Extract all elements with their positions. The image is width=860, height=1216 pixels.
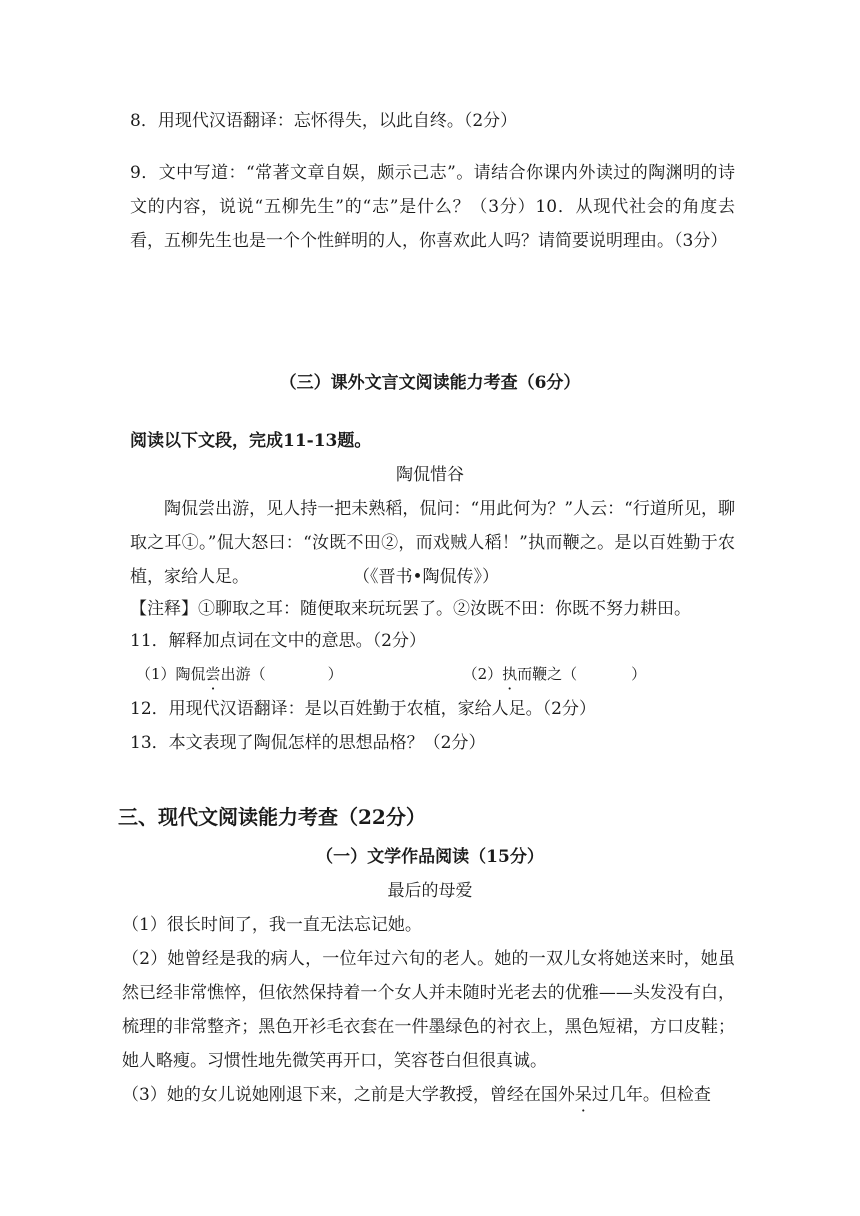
passage-text <box>130 492 735 594</box>
question-13: 13．本文表现了陶侃怎样的思想品格？（2分） <box>130 733 486 753</box>
passage-source: （《晋书•陶侃传》） <box>353 567 500 587</box>
passage-title: 陶侃惜谷 <box>396 465 464 485</box>
sub-section-heading: （一）文学作品阅读（15分） <box>316 847 544 867</box>
story-title: 最后的母爱 <box>387 881 473 901</box>
section-3-heading: 三、现代文阅读能力考查（22分） <box>118 805 426 829</box>
passage-body: 陶侃尝出游，见人持一把未熟稻，侃问：“用此何为？”人云：“行道所见，聊取之耳①。”侃大怒曰：“汝既不田②，而戏贼人稻！”执而鞭之。是以百姓勤于农植，家给人足。 <box>130 499 735 587</box>
annotation-note: 【注释】①聊取之耳：随便取来玩玩罢了。②汝既不田：你既不努力耕田。 <box>130 599 691 619</box>
question-8: 8．用现代汉语翻译：忘怀得失，以此自终。（2分） <box>130 111 518 131</box>
part-3-heading: （三）课外文言文阅读能力考查（6分） <box>279 373 581 393</box>
paragraph-2: （2）她曾经是我的病人，一位年过六旬的老人。她的一双儿女将她送来时，她虽然已经非常憔悴，但依然保持着一个女人并未随时光老去的优雅——头发没有白，梳理的非常整齐；黑色开衫毛衣套在一件墨绿色的衬衣上，黑色短裙，方口皮鞋；她人略瘦。习惯性地先微笑再开口，笑容苍白但很真诚。 <box>122 949 735 1071</box>
question-12: 12．用现代汉语翻译：是以百姓勤于农植，家给人足。（2分） <box>130 699 596 719</box>
reading-instruction: 阅读以下文段，完成11-13题。 <box>130 431 372 451</box>
question-11-items: （1）陶侃尝出游（ ） （2）执而鞭之（ ） <box>136 665 647 683</box>
dotted-char-2: 执 <box>502 665 518 683</box>
dotted-char-3: 呆 <box>574 1085 592 1105</box>
question-11: 11．解释加点词在文中的意思。（2分） <box>130 631 426 651</box>
paragraph-3: （3）她的女儿说她刚退下来，之前是大学教授，曾经在国外呆过几年。但检查 <box>122 1085 711 1105</box>
dotted-char-1: 尝 <box>205 665 221 683</box>
paragraph-1: （1）很长时间了，我一直无法忘记她。 <box>122 915 422 935</box>
question-9-10: 9．文中写道：“常著文章自娱，颇示己志”。请结合你课内外读过的陶渊明的诗文的内容，说说“五柳先生”的“志”是什么？（3分）10．从现代社会的角度去看，五柳先生也是一个个性鲜明的人，你喜欢此人吗？请简要说明理由。（3分） <box>130 163 735 251</box>
